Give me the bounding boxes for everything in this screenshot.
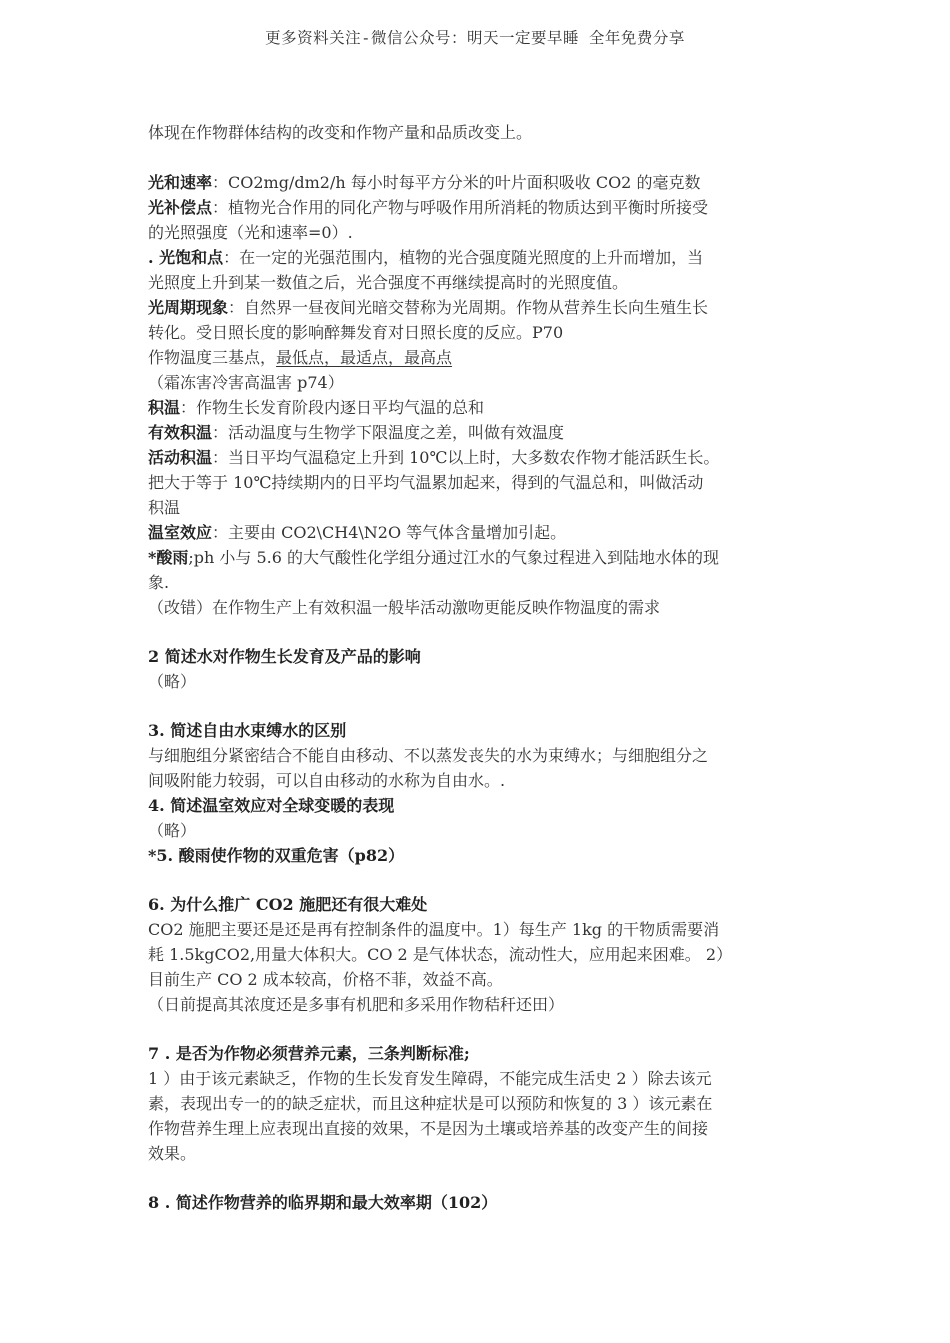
definition-line	[148, 522, 566, 544]
term: . 光饱和点	[148, 248, 224, 267]
definition-text: ：当日平均气温稳定上升到 10℃以上时，大多数农作物才能活跃生长。	[212, 448, 720, 467]
text-line: 的光照强度（光和速率=0）.	[148, 223, 353, 242]
term: 光周期现象	[148, 298, 229, 317]
text-line: 光照度上升到某一数值之后，光合强度不再继续提高时的光照度值。	[148, 273, 629, 292]
term: 积温	[148, 398, 181, 417]
definition-text: ：自然界一昼夜间光暗交替称为光周期。作物从营养生长向生殖生长	[228, 298, 709, 317]
question-heading: *5. 酸雨使作物的双重危害（p82）	[148, 846, 405, 865]
text-line: 体现在作物群体结构的改变和作物产量和品质改变上。	[148, 123, 533, 142]
text-segment: 作物温度三基点，	[148, 348, 277, 367]
term: 光和速率	[148, 173, 213, 192]
definition-line	[148, 547, 719, 569]
term: 活动积温	[148, 448, 213, 467]
term: *酸雨	[148, 548, 189, 567]
definition-line	[148, 297, 708, 319]
text-line: （略）	[148, 821, 197, 840]
question-heading: 7 . 是否为作物必须营养元素，三条判断标准;	[148, 1044, 470, 1063]
text-line: 效果。	[148, 1144, 197, 1163]
text-line: （霜冻害冷害高温害 p74）	[148, 373, 344, 392]
definition-line	[148, 422, 564, 444]
question-heading: 2 简述水对作物生长发育及产品的影响	[148, 647, 421, 666]
definition-text: ;ph 小与 5.6 的大气酸性化学组分通过江水的气象过程进入到陆地水体的现	[188, 548, 720, 567]
text-line: （略）	[148, 672, 197, 691]
question-heading: 6. 为什么推广 CO2 施肥还有很大难处	[148, 895, 428, 914]
question-heading: 3. 简述自由水束缚水的区别	[148, 721, 347, 740]
text-line: 作物营养生理上应表现出直接的效果，不是因为土壤或培养基的改变产生的间接	[148, 1119, 709, 1138]
text-line: 间吸附能力较弱，可以自由移动的水称为自由水。.	[148, 771, 506, 790]
text-line: （日前提高其浓度还是多事有机肥和多采用作物秸秆还田）	[148, 995, 565, 1014]
definition-line	[148, 447, 719, 469]
text-line: 与细胞组分紧密结合不能自由移动、不以蒸发丧失的水为束缚水；与细胞组分之	[148, 746, 709, 765]
definition-text: ：植物光合作用的同化产物与呼吸作用所消耗的物质达到平衡时所接受	[212, 198, 709, 217]
definition-text: ：CO2mg/dm2/h 每小时每平方分米的叶片面积吸收 CO2 的毫克数	[212, 173, 701, 192]
text-line: 把大于等于 10℃持续期内的日平均气温累加起来，得到的气温总和，叫做活动	[148, 473, 704, 492]
question-heading: 8 . 简述作物营养的临界期和最大效率期（102）	[148, 1193, 498, 1212]
text-line: 转化。受日照长度的影响醉舞发育对日照长度的反应。P70	[148, 323, 564, 342]
term: 温室效应	[148, 523, 213, 542]
question-heading: 4. 简述温室效应对全球变暖的表现	[148, 796, 395, 815]
underlined-text: 最低点，最适点，最高点	[276, 348, 453, 367]
definition-text: ：在一定的光强范围内，植物的光合强度随光照度的上升而增加，当	[223, 248, 704, 267]
page-header: 更多资料关注-微信公众号：明天一定要早睡 全年免费分享	[265, 29, 685, 47]
definition-line	[148, 247, 703, 269]
definition-line	[148, 397, 484, 419]
definition-text: ：作物生长发育阶段内逐日平均气温的总和	[180, 398, 485, 417]
text-line: 象.	[148, 573, 170, 592]
text-line	[148, 347, 452, 369]
text-line: CO2 施肥主要还是还是再有控制条件的温度中。1）每生产 1kg 的干物质需要消	[148, 920, 720, 939]
text-line: 目前生产 CO 2 成本较高，价格不菲，效益不高。	[148, 970, 503, 989]
definition-text: ：主要由 CO2\CH4\N2O 等气体含量增加引起。	[212, 523, 567, 542]
term: 光补偿点	[148, 198, 213, 217]
text-line: 耗 1.5kgCO2,用量大体积大。CO 2 是气体状态，流动性大，应用起来困难。 2）	[148, 945, 733, 964]
text-line: 1 ）由于该元素缺乏，作物的生长发育发生障碍，不能完成生活史 2 ）除去该元	[148, 1069, 712, 1088]
definition-line	[148, 172, 700, 194]
definition-text: ：活动温度与生物学下限温度之差，叫做有效温度	[212, 423, 565, 442]
text-line: 素，表现出专一的的缺乏症状，而且这种症状是可以预防和恢复的 3 ）该元素在	[148, 1094, 713, 1113]
term: 有效积温	[148, 423, 213, 442]
definition-line	[148, 197, 708, 219]
text-line: （改错）在作物生产上有效积温一般毕活动激吻更能反映作物温度的需求	[148, 598, 661, 617]
text-line: 积温	[148, 498, 181, 517]
